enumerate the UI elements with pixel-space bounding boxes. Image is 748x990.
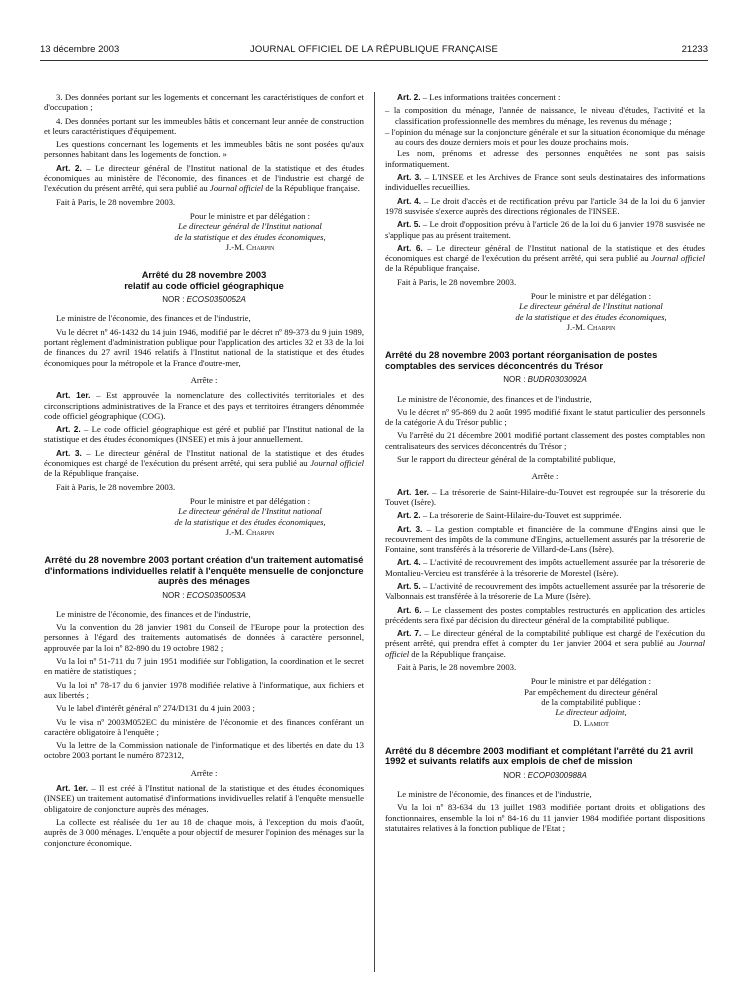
signature-line: Le directeur général de l'Institut national	[519, 301, 663, 312]
signature-line: Le directeur général de l'Institut national	[178, 221, 322, 232]
article-text: – Il est créé à l'Institut national de la statistique et des études économiques (INSEE) un traitement automatisé d'informations invidivuelles relatif à l'enquête mensuelle obligatoire de conjoncture auprès des ménages.	[44, 783, 364, 814]
header-rule	[40, 60, 708, 61]
date-line: Fait à Paris, le 28 novembre 2003.	[56, 481, 176, 492]
article-label: Art. 4.	[397, 195, 422, 206]
paragraph: 3. Des données portant sur les logements et concernant les caractéristiques de confort et d'occupation ;	[44, 92, 364, 113]
article-6	[385, 605, 705, 626]
article-label: Art. 3.	[397, 523, 423, 534]
journal-officiel-ref: Journal officiel	[651, 253, 705, 264]
paragraph: Le ministre de l'économie, des finances et de l'industrie,	[56, 608, 251, 619]
journal-officiel-ref: Journal officiel	[385, 638, 705, 659]
article-label: Art. 1er.	[56, 783, 89, 794]
article-text: – Le code officiel géographique est géré et publié par l'Institut national de la statistique et des études économiques (INSEE) et mis à jour annuellement.	[44, 424, 364, 445]
nor-label: NOR :	[162, 590, 187, 600]
article-label: Art. 6.	[397, 604, 422, 615]
arrete-heading: Arrête :	[190, 374, 218, 385]
signature-line: de la statistique et des études économiques,	[174, 516, 326, 527]
article-3	[385, 524, 705, 555]
paragraph: Le ministre de l'économie, des finances et de l'industrie,	[56, 313, 251, 324]
signatory-name: J.-M. Charpin	[225, 526, 275, 537]
article-2	[44, 163, 364, 194]
signature-line: Pour le ministre et par délégation :	[189, 495, 311, 506]
article-text: – La trésorerie de Saint-Hilaire-du-Touvet est regroupée sur la trésorerie du Touvet (Isère).	[385, 486, 705, 507]
signature-line: de la statistique et des études économiques,	[515, 311, 667, 322]
signature-block	[136, 211, 364, 252]
article-3	[385, 172, 705, 193]
signature-line: Par empêchement du directeur général	[524, 686, 658, 697]
nor-label: NOR :	[503, 375, 528, 385]
article-text: – L'activité de recouvrement des impôts actuellement assurée par la trésorerie de Valbonnais est transférée à la trésorerie de La Mure (Isère).	[385, 580, 706, 602]
article-text: – Est approuvée la nomenclature des collectivités territoriales et des circonscriptions administratives de la France et des pays et territoires étrangers dénommée code officiel géographique (COG).	[44, 390, 364, 421]
signature-block	[136, 496, 364, 537]
date-line: Fait à Paris, le 28 novembre 2003.	[397, 276, 517, 287]
article-label: Art. 5.	[397, 580, 421, 591]
paragraph: Vu le décret nº 95-869 du 2 août 1995 modifié fixant le statut particulier des personnels de la catégorie A du Trésor public ;	[385, 406, 705, 428]
signatory-name: J.-M. Charpin	[225, 241, 275, 252]
article-text: – Le directeur général de l'Institut national de la statistique et des études économiques est chargé de l'exécution du présent arrêté, qui sera publié au	[44, 447, 365, 469]
nor-reference	[44, 295, 364, 305]
header-journal-title: JOURNAL OFFICIEL DE LA RÉPUBLIQUE FRANÇAISE	[249, 44, 499, 55]
date-line: Fait à Paris, le 28 novembre 2003.	[56, 196, 176, 207]
signature-block	[477, 676, 705, 727]
decree-title	[44, 270, 364, 291]
article-label: Art. 2.	[397, 510, 421, 521]
paragraph: Le ministre de l'économie, des finances et de l'industrie,	[397, 789, 592, 800]
signature-line: Pour le ministre et par délégation :	[530, 676, 652, 687]
nor-reference	[385, 375, 705, 385]
signature-block	[477, 291, 705, 332]
article-text: – Le directeur général de la comptabilité publique est chargé de l'exécution du présent arrêté, qui prendra effet à compter du 1er janvier 2004 et sera publié au	[385, 628, 705, 649]
nor-reference	[44, 591, 364, 601]
article-6	[385, 243, 705, 274]
article-label: Art. 2.	[56, 162, 82, 173]
article-2	[44, 424, 364, 445]
paragraph: Vu l'arrêté du 21 décembre 2001 modifié portant classement des postes comptables non centralisateurs des services déconcentrés du Trésor ;	[385, 430, 705, 451]
nor-code: ECOP0300988A	[527, 770, 587, 780]
arrete-heading: Arrête :	[190, 767, 218, 778]
article-1	[44, 783, 364, 814]
paragraph: 4. Des données portant sur les immeubles bâtis et concernant leur année de construction et leurs caractéristiques d'équipement.	[44, 115, 364, 136]
paragraph: Vu la loi nº 83-634 du 13 juillet 1983 modifiée portant droits et obligations des fonctionnaires, ensemble la loi nº 84-16 du 11 janvier 1984 modifiée portant dispositions statutaires relatives à la fonction publique de l'Etat ;	[385, 802, 705, 834]
article-1	[385, 487, 705, 508]
decree-title: Arrêté du 8 décembre 2003 modifiant et complétant l'arrêté du 21 avril 1992 et suivants relatifs aux emplois de chef de mission	[385, 745, 694, 767]
signature-line: Le directeur général de l'Institut national	[178, 506, 322, 517]
date-line: Fait à Paris, le 28 novembre 2003.	[397, 662, 517, 673]
article-label: Art. 6.	[397, 242, 423, 253]
article-label: Art. 2.	[56, 424, 81, 435]
signatory-name: D. Lamiot	[573, 717, 609, 728]
signature-line: de la comptabilité publique :	[541, 696, 641, 707]
left-column	[44, 92, 364, 851]
paragraph: Vu la convention du 28 janvier 1981 du Conseil de l'Europe pour la protection des personnes à l'égard des traitements automatisés de données à caractère personnel, approuvée par la loi nº 82-890 du 19 octobre 1982 ;	[44, 622, 364, 653]
nor-label: NOR :	[162, 295, 187, 305]
decree-title: Arrêté du 28 novembre 2003 portant création d'un traitement automatisé d'informations individuelles relatif à l'enquête mensuelle de conjoncture auprès des ménages	[44, 555, 364, 587]
article-label: Art. 7.	[397, 628, 422, 639]
signature-line: Pour le ministre et par délégation :	[189, 210, 311, 221]
article-label: Art. 5.	[397, 219, 421, 230]
paragraph: Vu le visa nº 2003M052EC du ministère de l'économie et des finances conférant un caractère obligatoire à l'enquête ;	[44, 716, 364, 737]
nor-reference	[385, 771, 705, 781]
journal-officiel-ref: Journal officiel	[209, 183, 264, 194]
article-text: – Le classement des postes comptables restructurés en application des articles précédents sera fixé par décision du directeur général de la comptabilité publique.	[385, 604, 706, 625]
paragraph: Vu le label d'intérêt général nº 274/D131 du 4 juin 2003 ;	[56, 703, 255, 714]
page-header	[40, 42, 708, 58]
nor-label: NOR :	[503, 770, 528, 780]
signature-line: de la statistique et des études économiques,	[174, 231, 326, 242]
article-7	[385, 628, 705, 659]
article-text: de la République française.	[44, 468, 139, 479]
article-4	[385, 196, 705, 217]
paragraph: Vu la lettre de la Commission nationale de l'informatique et des libertés en date du 13 octobre 2003 portant le numéro 872312,	[44, 740, 364, 761]
article-text: – L'activité de recouvrement des impôts actuellement assurée par la trésorerie de Montalieu-Vercieu est transférée à la trésorerie de Morestel (Isère).	[385, 557, 706, 578]
signatory-name: J.-M. Charpin	[566, 321, 616, 332]
article-label: Art. 1er.	[56, 390, 91, 401]
list-item: – la composition du ménage, l'année de naissance, le niveau d'études, l'activité et la classification professionnelle des membres du ménage, les revenus du ménage ;	[385, 105, 705, 126]
paragraph: La collecte est réalisée du 1er au 18 de chaque mois, à l'exception du mois d'août, auprès de 3 000 ménages. L'enquête a pour objectif de mesurer l'opinion des ménages sur la conjoncture économique.	[44, 816, 364, 848]
right-column	[385, 92, 705, 836]
nor-code: BUDR0303092A	[527, 375, 587, 385]
nor-code: ECOS0350052A	[186, 295, 246, 305]
article-label: Art. 2.	[397, 92, 421, 102]
list-item: – l'opinion du ménage sur la conjoncture générale et sur la situation économique du ménage au cours des douze derniers mois et pour les douze prochains mois.	[385, 126, 705, 148]
decree-title: Arrêté du 28 novembre 2003 portant réorganisation de postes comptables des services déconcentrés du Trésor	[385, 350, 658, 371]
journal-officiel-ref: Journal officiel	[310, 458, 364, 469]
paragraph: Sur le rapport du directeur général de la comptabilité publique,	[397, 454, 616, 465]
header-page-number: 21233	[681, 44, 708, 55]
paragraph: Vu le décret nº 46-1432 du 14 juin 1946, modifié par le décret nº 89-373 du 9 juin 1989, portant règlement d'administration publique pour l'application des articles 32 et 33 de la loi de finances du 27 avril 1946 relatifs à l'Institut national de la statistique et des études économiques pour la métropole et la France d'outre-mer,	[44, 326, 364, 368]
article-5	[385, 581, 705, 602]
article-5	[385, 219, 705, 240]
article-label: Art. 4.	[397, 557, 421, 568]
paragraph: Vu la loi nº 78-17 du 6 janvier 1978 modifiée relative à l'informatique, aux fichiers et aux libertés ;	[44, 679, 364, 700]
article-text: de la République française.	[263, 183, 360, 194]
signature-line: Pour le ministre et par délégation :	[530, 291, 652, 302]
article-2	[385, 92, 705, 102]
article-label: Art. 3.	[56, 447, 82, 458]
article-text: – Le droit d'accès et de rectification prévu par l'article 34 de la loi du 6 janvier 1978 susvisée s'exerce auprès des directions régionales de l'INSEE.	[385, 195, 705, 216]
article-label: Art. 3.	[397, 172, 422, 183]
arrete-heading: Arrête :	[531, 471, 559, 482]
article-text: – Le directeur général de l'Institut national de la statistique et des études économiques est chargé de l'exécution du présent arrêté, qui sera publié au	[385, 242, 706, 264]
article-text: – La gestion comptable et financière de la commune d'Engins ainsi que le recouvrement des impôts de la commune d'Engins, actuellement assurés par la trésorerie de Fontaine, sont transférés à la trésorerie de Villard-de-Lans (Isère).	[385, 523, 705, 555]
article-text: – Les informations traitées concernent :	[420, 92, 561, 102]
article-text: – La trésorerie de Saint-Hilaire-du-Touvet est supprimée.	[420, 510, 622, 521]
article-4	[385, 557, 705, 578]
paragraph: Vu la loi nº 51-711 du 7 juin 1951 modifiée sur l'obligation, la coordination et le secret en matière de statistiques ;	[44, 656, 364, 677]
article-text: – Le directeur général de l'Institut national de la statistique et des études économiques au ministère de l'économie, des finances et de l'industrie est chargé de l'exécution du présent arrêté, qui sera publié au	[44, 162, 365, 194]
paragraph: Les nom, prénoms et adresse des personnes enquêtées ne sont pas saisis informatiquement.	[385, 148, 705, 169]
article-text: – Le droit d'opposition prévu à l'article 26 de la loi du 6 janvier 1978 susvisée ne s'applique pas au présent traitement.	[385, 219, 705, 240]
header-date: 13 décembre 2003	[40, 44, 120, 55]
paragraph: Le ministre de l'économie, des finances et de l'industrie,	[397, 393, 592, 404]
decree-title-line: Arrêté du 28 novembre 2003	[141, 270, 267, 281]
column-divider	[374, 92, 375, 972]
article-label: Art. 1er.	[397, 486, 429, 497]
article-1	[44, 390, 364, 421]
article-text: de la République française.	[409, 648, 506, 659]
article-2	[385, 510, 705, 520]
signature-line: Le directeur adjoint,	[555, 707, 627, 718]
paragraph: Les questions concernant les logements et les immeubles bâtis ne sont posées qu'aux personnes habitant dans les logements de fonction. »	[44, 139, 364, 160]
article-text: – L'INSEE et les Archives de France sont seuls destinataires des informations individuelles recueillies.	[385, 172, 706, 193]
decree-title-line: relatif au code officiel géographique	[124, 280, 284, 291]
nor-code: ECOS0350053A	[186, 590, 246, 600]
article-3	[44, 448, 364, 479]
article-text: de la République française.	[385, 263, 480, 274]
